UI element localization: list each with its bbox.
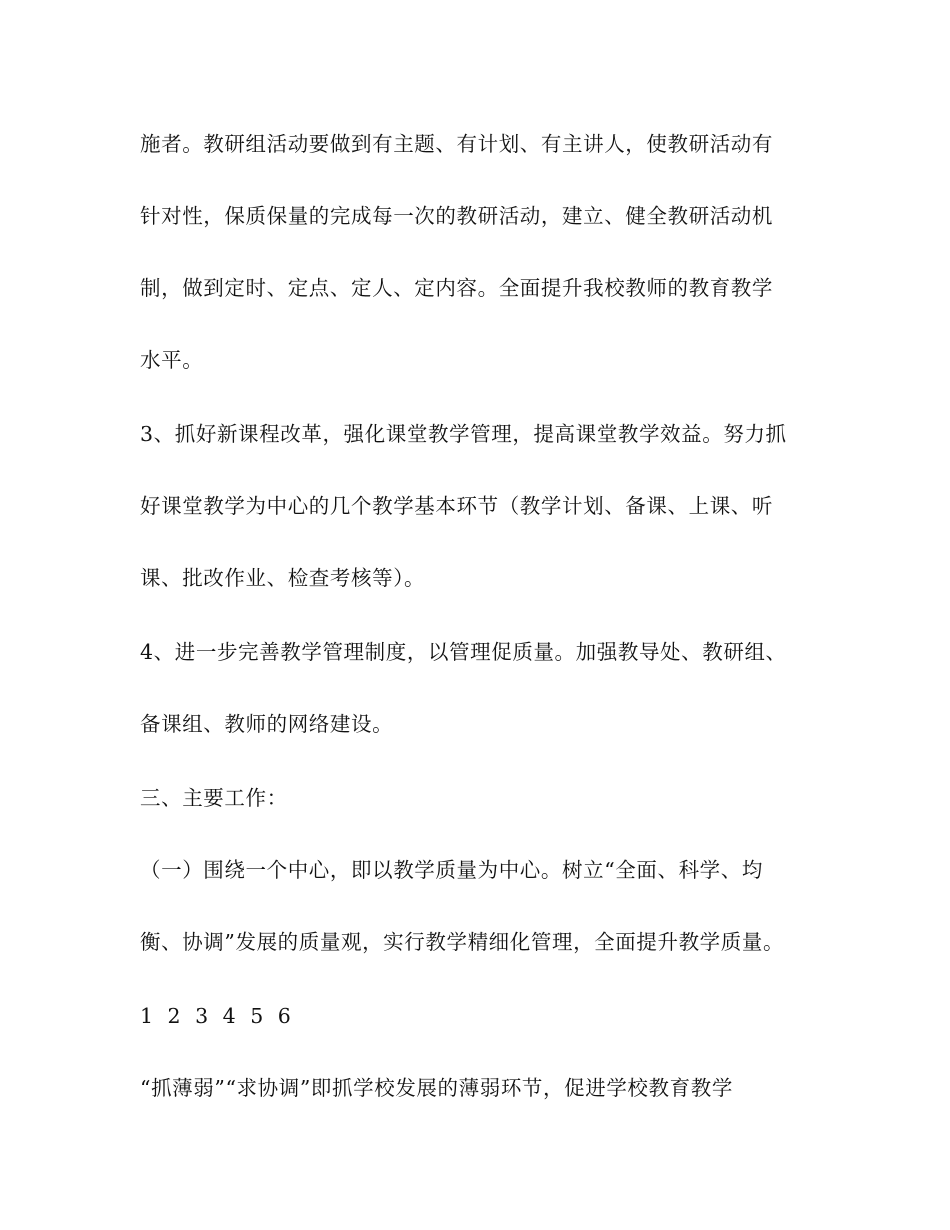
paragraph-line: 施者。教研组活动要做到有主题、有计划、有主讲人，使教研活动有 <box>140 132 773 156</box>
paragraph-line: “抓薄弱”“求协调”即抓学校发展的薄弱环节，促进学校教育教学 <box>140 1076 733 1100</box>
paragraph-line: 3、抓好新课程改革，强化课堂教学管理，提高课堂教学效益。努力抓 <box>140 422 787 446</box>
paragraph-line: 制，做到定时、定点、定人、定内容。全面提升我校教师的教育教学 <box>140 276 773 300</box>
paragraph-line: 针对性，保质保量的完成每一次的教研活动，建立、健全教研活动机 <box>140 204 773 228</box>
paragraph-line: 4、进一步完善教学管理制度，以管理促质量。加强教导处、教研组、 <box>140 640 787 664</box>
paragraph-line: 课、批改作业、检查考核等）。 <box>140 566 426 590</box>
paragraph-line: 好课堂教学为中心的几个教学基本环节（教学计划、备课、上课、听 <box>140 494 773 518</box>
paragraph-line: 备课组、教师的网络建设。 <box>140 712 394 736</box>
paragraph-line: （一）围绕一个中心，即以教学质量为中心。树立“全面、科学、均 <box>140 858 763 882</box>
section-heading: 三、主要工作： <box>140 786 288 810</box>
paragraph-line: 水平。 <box>140 348 204 372</box>
paragraph-line: 衡、协调”发展的质量观，实行教学精细化管理，全面提升教学质量。 <box>140 930 785 954</box>
page-numbers: 1 2 3 4 5 6 <box>140 1004 295 1028</box>
